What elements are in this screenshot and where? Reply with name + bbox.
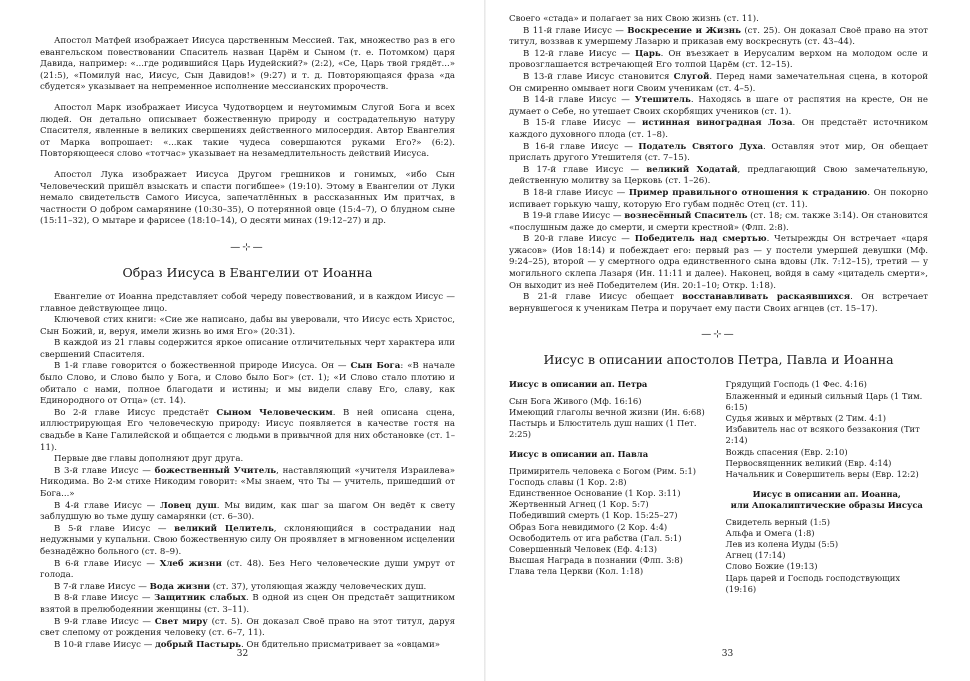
chapter-5: В 5-й главе Иисус — великий Целитель, склоняющийся в сострадании над недужными у купальни. Свою божественную силу Он проявляет в мгновенном исцелении безнадёжно больного (ст. 8–9). [40, 523, 455, 557]
paragraph-intro: Евангелие от Иоанна представляет собой череду повествований, и в каждом Иисус — главное действующее лицо. [40, 291, 455, 314]
page-number-right: 33 [721, 649, 734, 659]
right-page [485, 0, 970, 681]
list-item: Сын Бога Живого (Мф. 16:16) [509, 395, 642, 406]
list-item: Жертвенный Агнец (1 Кор. 5:7) [509, 499, 649, 510]
list-item: Совершенный Человек (Еф. 4:13) [509, 544, 657, 555]
chapter-10: В 10-й главе Иисус — добрый Пастырь. Он бдительно присматривает за «овцами» [54, 639, 440, 650]
list-item: Пастырь и Блюститель душ наших (1 Пет. 2:25) [509, 418, 697, 440]
section-heading-apostles: Иисус в описании апостолов Петра, Павла и Иоанна [543, 352, 894, 368]
chapter-18: В 18-й главе Иисус — Пример правильного отношения к страданию. Он покорно испивает горькую чашу, которую Его губам поднёс Отец (ст. 11). [509, 187, 928, 210]
chapter-3: В 3-й главе Иисус — божественный Учитель, наставляющий «учителя Израилева» Никодима. Во 2-м стихе Никодим говорит: «Мы знаем, что Ты — учитель, пришедший от Бога...» [40, 465, 455, 499]
paragraph-mark: Апостол Марк изображает Иисуса Чудотворцем и неутомимым Слугой Бога и всех людей. Он детально описывает божественную природу и сострадательную натуру Спасителя, явленные в великих свершениях действенного милосердия. Автор Евангелия от Марка вопрошает: «...как такие чудеса совершаются руками Его?» (6:2). Повторяющееся слово «тотчас» указывает на незамедлительность действий Иисуса. [40, 102, 455, 160]
list-item: Царь царей и Господь господствующих (19:16) [725, 572, 901, 594]
chapter-1: В 1-й главе говорится о божественной природе Иисуса. Он — Сын Бога: «В начале было Слово, и Слово было у Бога, и Слово было Бог» (ст. 1); «И Слово стало плотию и обитало с нами, полное благодати и истины; и мы видели славу Его, славу, как Единородного от Отца» (ст. 14). [40, 361, 455, 407]
paul-header: Иисус в описании ап. Павла [509, 449, 649, 460]
list-item: Судья живых и мёртвых (2 Тим. 4:1) [725, 413, 887, 424]
list-item: Глава тела Церкви (Кол. 1:18) [509, 566, 644, 577]
chapter-2: Во 2-й главе Иисус предстаёт Сыном Человеческим. В ней описана сцена, иллюстрирующая Его человеческую природу: Иисус появляется в качестве гостя на свадьбе в Кане Галилейской и общается с людьми в привычной для них обстановке (ст. 1–11). [40, 407, 455, 453]
chapter-13: В 13-й главе Иисус становится Слугой. Перед нами замечательная сцена, в которой Он смиренно омывает ноги Своим ученикам (ст. 4–5). [509, 71, 928, 94]
list-item: Образ Бога невидимого (2 Кор. 4:4) [509, 521, 668, 532]
list-item: Грядущий Господь (1 Фес. 4:16) [725, 379, 867, 390]
list-item: Примиритель человека с Богом (Рим. 5:1) [509, 465, 697, 476]
paragraph-continuation: Своего «стада» и полагает за них Свою жизнь (ст. 11). [509, 14, 759, 24]
list-item: Господь славы (1 Кор. 2:8) [509, 476, 627, 487]
chapter-11: В 11-й главе Иисус — Воскресение и Жизнь (ст. 25). Он доказал Своё право на этот титул, воззвав к умершему Лазарю и приказав ему воскреснуть (ст. 43–44). [509, 25, 928, 48]
chapter-12: В 12-й главе Иисус — Царь. Он въезжает в Иерусалим верхом на молодом осле и провозглашается встречающей Его толпой Царём (ст. 12–15). [509, 48, 928, 71]
john-header-2: или Апокалиптические образы Иисуса [730, 500, 923, 511]
list-item: Высшая Награда в познании (Флп. 3:8) [509, 555, 683, 566]
list-item: Единственное Основание (1 Кор. 3:11) [509, 488, 681, 499]
chapter-21: В 21-й главе Иисус обещает восстанавливать раскаявшихся. Он встречает вернувшегося к ученикам Петра и поручает ему пасти Своих агнцев (ст. 15–17). [509, 292, 929, 314]
chapter-6: В 6-й главе Иисус — Хлеб жизни (ст. 48). Без Него человеческие души умрут от голода. [40, 558, 455, 581]
list-item: Победивший смерть (1 Кор. 15:25–27) [509, 510, 678, 521]
chapter-17: В 17-й главе Иисус — великий Ходатай, предлагающий Свою замечательную, действенную молитву за Церковь (ст. 1–26). [509, 164, 928, 187]
chapter-16: В 16-й главе Иисус — Податель Святого Духа. Оставляя этот мир, Он обещает прислать другого Утешителя (ст. 7–15). [509, 141, 928, 164]
list-item: Имеющий глаголы вечной жизни (Ин. 6:68) [509, 406, 705, 417]
chapter-4: В 4-й главе Иисус — Ловец душ. Мы видим, как шаг за шагом Он ведёт к свету заблудшую во тьме душу самарянки (ст. 6–30). [40, 500, 455, 523]
apostles-columns [509, 379, 928, 595]
chapter-14: В 14-й главе Иисус — Утешитель. Находясь в шаге от распятия на кресте, Он не думает о Себе, но утешает Своих скорбящих учеников (ст. 1). [509, 95, 928, 117]
chapter-15: В 15-й главе Иисус — истинная виноградная Лоза. Он предстаёт источником каждого духовного плода (ст. 1–8). [509, 118, 928, 140]
list-item: Свидетель верный (1:5) [725, 516, 830, 527]
list-item: Агнец (17:14) [725, 550, 786, 561]
peter-header: Иисус в описании ап. Петра [509, 379, 648, 390]
section-heading-john: Образ Иисуса в Евангелии от Иоанна [122, 264, 373, 280]
paragraph-chapters: В каждой из 21 главы содержится яркое описание отличительных черт характера или свершений Спасителя. [40, 338, 455, 360]
column-left [509, 379, 712, 595]
paragraph-matthew: Апостол Матфей изображает Иисуса царственным Мессией. Так, множество раз в его евангельском повествовании Спаситель назван Царём и Сыном (т. е. Потомком) царя Давида, например: «...где родившийся Царь Иудейский?» (2:2), «Се, Царь твой грядёт...» (21:5), «Помилуй нас, Иисус, Сын Давидов!» (9:27) и т. д. Повторяющаяся фраза «да сбудется» указывает на непременное исполнение мессианских пророчеств. [40, 36, 455, 93]
list-item: Освободитель от ига рабства (Гал. 5:1) [509, 532, 682, 543]
list-item: Начальник и Совершитель веры (Евр. 12:2) [725, 469, 919, 480]
list-item: Альфа и Омега (1:8) [725, 527, 815, 538]
list-item: Блаженный и единый сильный Царь (1 Тим. 6:15) [725, 390, 923, 412]
paragraph-luke: Апостол Лука изображает Иисуса Другом грешников и гонимых, «ибо Сын Человеческий пришёл взыскать и спасти погибшее» (19:10). Этому в Евангелии от Луки немало свидетельств Самого Иисуса, запечатлённых в рассказанных Им притчах, в частности О добром самарянине (10:30–35), О потерянной овце (15:4–7), О блудном сыне (15:11–32), О мытаре и фарисее (18:10–14), О десяти минах (19:12–27) и др. [40, 169, 455, 227]
chapter-20: В 20-й главе Иисус — Победитель над смертью. Четырежды Он встречает «царя ужасов» (Иов 18:14) и побеждает его: первый раз — у постели умершей девушки (Мф. 9:24–25), второй — у смертного одра единственного сына вдовы (Лк. 7:12–15), третий — у могильного склепа Лазаря (Ин. 11:11 и далее). Наконец, войдя в саму «цитадель смерти», Он выходит из неё Победителем (Ин. 20:1–10; Откр. 1:18). [509, 234, 928, 291]
page-number-left: 32 [236, 649, 249, 659]
column-right [726, 379, 929, 595]
chapter-9: В 9-й главе Иисус — Свет миру (ст. 5). Он доказал Своё право на этот титул, даруя свет слепому от рождения человеку (ст. 6–7, 11). [40, 616, 455, 639]
section-separator: —⊹— [701, 329, 736, 341]
list-item: Избавитель нас от всякого беззакония (Тит 2:14) [725, 424, 920, 446]
paragraph-complement: Первые две главы дополняют друг друга. [54, 454, 244, 465]
list-item: Лев из колена Иуды (5:5) [725, 539, 839, 550]
list-item: Вождь спасения (Евр. 2:10) [725, 446, 848, 457]
chapter-8: В 8-й главе Иисус — Защитник слабых. В одной из сцен Он предстаёт защитником взятой в прелюбодеянии женщины (ст. 3–11). [40, 593, 455, 615]
section-separator: —⊹— [230, 241, 265, 253]
list-item: Первосвященник великий (Евр. 4:14) [725, 457, 892, 468]
chapter-19: В 19-й главе Иисус — вознесённый Спаситель (ст. 18; см. также 3:14). Он становится «послушным даже до смерти, и смерти крестной» (Флп. 2:8). [509, 211, 928, 233]
list-item: Слово Божие (19:13) [725, 561, 818, 572]
chapter-7: В 7-й главе Иисус — Вода жизни (ст. 37), утоляющая жажду человеческих душ. [54, 581, 427, 592]
paragraph-key-verse: Ключевой стих книги: «Сие же написано, дабы вы уверовали, что Иисус есть Христос, Сын Божий, и, веруя, имели жизнь во имя Его» (20:31). [40, 315, 455, 337]
john-header-1: Иисус в описании ап. Иоанна, [752, 489, 901, 500]
